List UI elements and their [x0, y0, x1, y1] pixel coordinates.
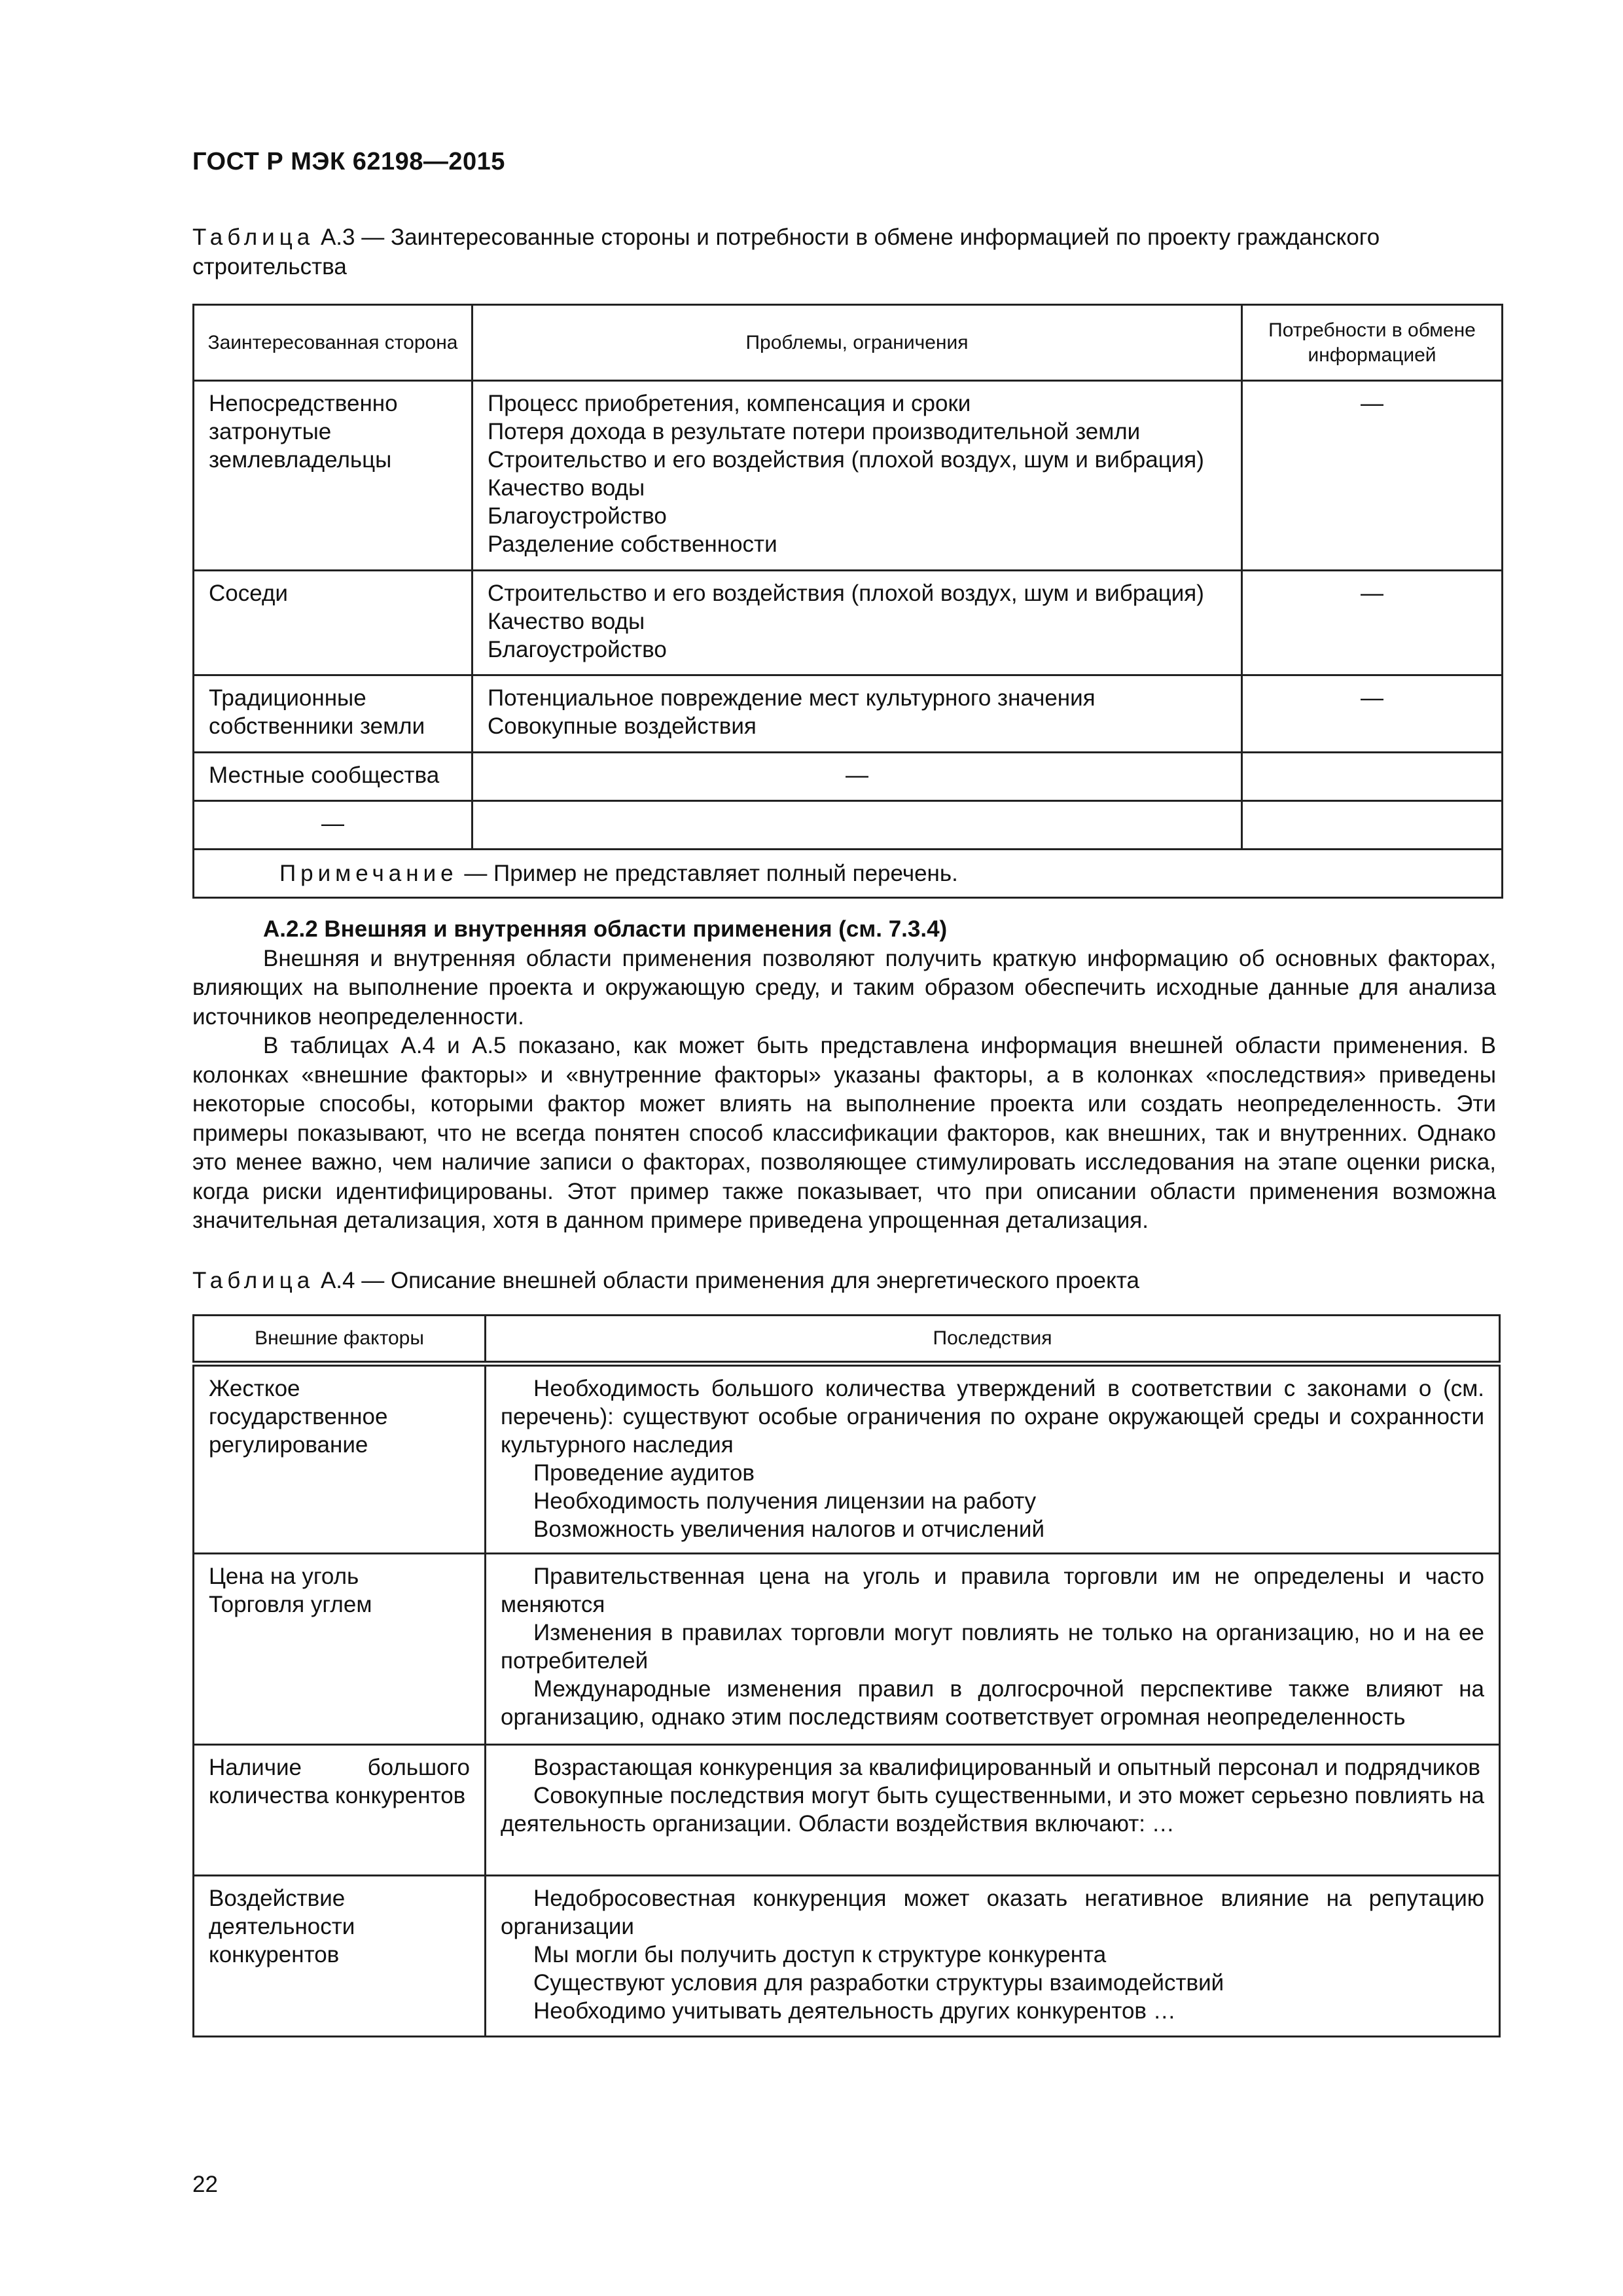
party-cell: Местные сообщества	[194, 753, 473, 801]
consequence-item: Возрастающая конкуренция за квалифицированный и опытный персонал и подрядчиков	[533, 1755, 1481, 1780]
table-a4	[192, 1314, 1501, 2037]
table-a3	[192, 304, 1503, 899]
consequences-cell	[486, 1876, 1500, 2037]
consequence-item: Необходимость большого количества утверждений в соответствии с законами о (см. перечень): существуют особые ограничения по охране окружающей среды и сохранности культурного наследия	[501, 1376, 1484, 1458]
issue-item: Качество воды	[488, 475, 645, 501]
table-a3-caption-prefix: Таблица	[192, 224, 315, 250]
note-label: Примечание	[279, 861, 458, 886]
table-row	[194, 381, 1503, 571]
page-number: 22	[192, 2172, 218, 2197]
consequence-item: Необходимость получения лицензии на работу	[533, 1488, 1037, 1514]
issue-item: Процесс приобретения, компенсация и сроки	[488, 391, 971, 416]
issues-cell: —	[473, 753, 1242, 801]
table-row	[194, 801, 1503, 850]
table-row	[194, 1745, 1500, 1876]
section-heading: А.2.2 Внешняя и внутренняя области применения (см. 7.3.4)	[263, 916, 948, 942]
issues-cell	[473, 801, 1242, 850]
party-cell: —	[194, 801, 473, 850]
issue-item: Строительство и его воздействия (плохой воздух, шум и вибрация)	[488, 447, 1204, 473]
needs-cell: —	[1242, 571, 1503, 675]
table-row	[194, 1876, 1500, 2037]
issue-item: Разделение собственности	[488, 531, 777, 557]
party-cell: Непосредственно затронутые землевладельцы	[194, 381, 473, 571]
section-paragraph: В таблицах А.4 и А.5 показано, как может быть представлена информация внешней области применения. В колонках «внешние факторы» и «внутренние факторы» указаны факторы, а в колонках «последствия» приведены некоторые способы, которыми фактор может влиять на выполнение проекта или создать неопределенность. Эти примеры показывают, что не всегда понятен способ классификации факторов, как внешних, так и внутренних. Однако это менее важно, чем наличие записи о факторах, позволяющее стимулировать исследования на этапе оценки риска, когда риски идентифицированы. Этот пример также показывает, что при описании области применения возможна значительная детализация, хотя в данном примере приведена упрощенная детализация.	[192, 1033, 1496, 1233]
issue-item: Качество воды	[488, 609, 645, 634]
issue-item: Строительство и его воздействия (плохой воздух, шум и вибрация)	[488, 581, 1204, 606]
table-a4-caption	[192, 1266, 1496, 1295]
party-cell: Традиционные собственники земли	[194, 675, 473, 753]
factor-cell: Жесткое государственное регулирование	[194, 1364, 486, 1554]
party-cell: Соседи	[194, 571, 473, 675]
section-a22	[192, 915, 1496, 1236]
table-a4-caption-text: А.4 — Описание внешней области применения для энергетического проекта	[314, 1268, 1139, 1293]
factor-cell: Цена на уголь Торговля углем	[194, 1554, 486, 1745]
issue-item: Потеря дохода в результате потери производительной земли	[488, 419, 1141, 444]
table-note	[194, 850, 1503, 898]
column-header-needs: Потребности в обмене информацией	[1242, 305, 1503, 381]
consequence-item: Совокупные последствия могут быть существенными, и это может серьезно повлиять на деятельность организации. Области воздействия включают: …	[501, 1783, 1484, 1837]
table-a3-caption	[192, 223, 1496, 281]
factor-cell: Воздействие деятельности конкурентов	[194, 1876, 486, 2037]
table-row	[194, 1554, 1500, 1745]
issue-item: Благоустройство	[488, 637, 667, 662]
consequences-cell	[486, 1745, 1500, 1876]
table-a4-header-row	[194, 1316, 1500, 1364]
issue-item: Потенциальное повреждение мест культурного значения	[488, 685, 1096, 711]
consequence-item: Изменения в правилах торговли могут повлиять не только на организацию, но и на ее потребителей	[501, 1620, 1484, 1674]
table-row	[194, 571, 1503, 675]
consequence-item: Необходимо учитывать деятельность других конкурентов …	[533, 1998, 1176, 2024]
consequences-cell	[486, 1554, 1500, 1745]
issues-cell	[473, 675, 1242, 753]
table-row	[194, 1364, 1500, 1554]
consequence-item: Международные изменения правил в долгосрочной перспективе также влияют на организацию, однако этим последствиям соответствует огромная неопределенность	[501, 1676, 1484, 1730]
note-text: — Пример не представляет полный перечень.	[457, 861, 958, 886]
issues-cell	[473, 381, 1242, 571]
issue-item: Совокупные воздействия	[488, 713, 757, 739]
table-a3-header-row	[194, 305, 1503, 381]
consequence-item: Возможность увеличения налогов и отчислений	[533, 1516, 1044, 1542]
table-a4-caption-prefix: Таблица	[192, 1268, 315, 1293]
needs-cell: —	[1242, 381, 1503, 571]
section-paragraph: Внешняя и внутренняя области применения позволяют получить краткую информацию об основных факторах, влияющих на выполнение проекта и окружающую среду, и таким образом обеспечить исходные данные для анализа источников неопределенности.	[192, 945, 1496, 1030]
column-header-consequences: Последствия	[486, 1316, 1500, 1364]
column-header-factors: Внешние факторы	[194, 1316, 486, 1364]
table-a3-caption-text: А.3 — Заинтересованные стороны и потребности в обмене информацией по проекту гражданского строительства	[192, 224, 1380, 279]
issues-cell	[473, 571, 1242, 675]
column-header-party: Заинтересованная сторона	[194, 305, 473, 381]
factor-cell: Наличие большого количества конкурентов	[194, 1745, 486, 1876]
needs-cell	[1242, 801, 1503, 850]
needs-cell: —	[1242, 675, 1503, 753]
needs-cell	[1242, 753, 1503, 801]
consequence-item: Существуют условия для разработки структуры взаимодействий	[533, 1970, 1224, 1996]
table-row	[194, 753, 1503, 801]
table-row	[194, 675, 1503, 753]
consequence-item: Правительственная цена на уголь и правила торговли им не определены и часто меняются	[501, 1564, 1484, 1617]
column-header-issues: Проблемы, ограничения	[473, 305, 1242, 381]
consequence-item: Мы могли бы получить доступ к структуре конкурента	[533, 1942, 1107, 1967]
issue-item: Благоустройство	[488, 503, 667, 529]
consequences-cell	[486, 1364, 1500, 1554]
standard-header: ГОСТ Р МЭК 62198—2015	[192, 148, 505, 175]
consequence-item: Недобросовестная конкуренция может оказать негативное влияние на репутацию организации	[501, 1886, 1484, 1939]
table-note-row	[194, 850, 1503, 898]
consequence-item: Проведение аудитов	[533, 1460, 755, 1486]
